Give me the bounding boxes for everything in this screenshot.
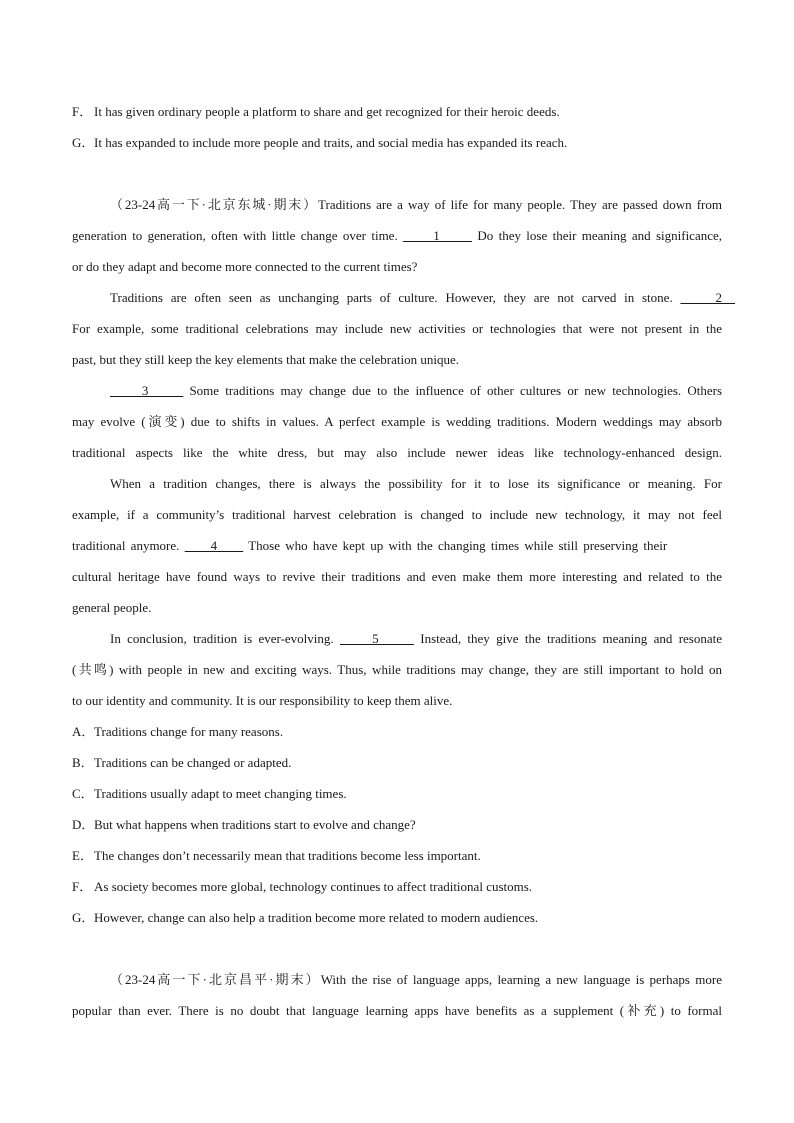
blank-3[interactable]: 3 bbox=[110, 383, 184, 398]
passage1-p2-line2: For example, some traditional celebrations may include new activities or technologies that were not present in the bbox=[72, 321, 722, 336]
passage1-p4-line5: general people. bbox=[72, 600, 152, 615]
passage2-line2: popular than ever. There is no doubt that language learning apps have benefits as a supplement (补充) to formal bbox=[72, 1003, 722, 1018]
passage1-p5-line1: In conclusion, tradition is ever-evolving. 5 Instead, they give the traditions meaning and resonate bbox=[110, 631, 723, 646]
blank-1[interactable]: 1 bbox=[403, 228, 473, 243]
passage1-p3-line2: may evolve (演变) due to shifts in values. A perfect example is wedding traditions. Modern weddings may absorb bbox=[72, 414, 722, 429]
passage1-source: （23-24高一下·北京东城·期末） bbox=[110, 197, 319, 212]
passage1-line3: or do they adapt and become more connected to the current times? bbox=[72, 259, 418, 274]
passage1-p4-line3: traditional anymore. 4 Those who have kept up with the changing times while still preserving their bbox=[72, 538, 668, 553]
passage1-p4-line2: example, if a community’s traditional harvest celebration is changed to include new technology, it may not feel bbox=[72, 507, 722, 522]
option-f-prev: F． It has given ordinary people a platform to share and get recognized for their heroic deeds. bbox=[72, 104, 560, 119]
blank-5[interactable]: 5 bbox=[340, 631, 414, 646]
passage1-p3-line1: 3 Some traditions may change due to the influence of other cultures or new technologies. Others bbox=[110, 383, 722, 398]
option-g: G．However, change can also help a tradition become more related to modern audiences. bbox=[72, 910, 539, 925]
passage1-p4-line4: cultural heritage have found ways to revive their traditions and even make them more interesting and related to the bbox=[72, 569, 722, 584]
blank-4[interactable]: 4 bbox=[184, 538, 244, 553]
passage1-p4-line1: When a tradition changes, there is always the possibility for it to lose its significance or meaning. For bbox=[110, 476, 722, 491]
option-g-prev: G．It has expanded to include more people and traits, and social media has expanded its reach. bbox=[72, 135, 568, 150]
option-f: F． As society becomes more global, technology continues to affect traditional customs. bbox=[72, 879, 533, 894]
passage1-p2-line1: Traditions are often seen as unchanging parts of culture. However, they are not carved in stone. 2 bbox=[110, 290, 735, 305]
passage2-line1: （23-24高一下·北京昌平·期末）With the rise of language apps, learning a new language is perhaps more bbox=[110, 972, 722, 987]
option-c: C．Traditions usually adapt to meet changing times. bbox=[72, 786, 347, 801]
passage1-line2: generation to generation, often with little change over time. 1 Do they lose their meaning and significance, bbox=[72, 228, 723, 243]
passage1-p5-line3: to our identity and community. It is our responsibility to keep them alive. bbox=[72, 693, 453, 708]
passage1-p2-line3: past, but they still keep the key elements that make the celebration unique. bbox=[72, 352, 459, 367]
option-b: B．Traditions can be changed or adapted. bbox=[72, 755, 292, 770]
passage1-p5-line2: (共鸣) with people in new and exciting ways. Thus, while traditions may change, they are still important to hold on bbox=[72, 662, 722, 677]
document-page bbox=[72, 96, 735, 1026]
passage2-source: （23-24高一下·北京昌平·期末） bbox=[110, 972, 321, 987]
option-a: A．Traditions change for many reasons. bbox=[72, 724, 284, 739]
option-d: D．But what happens when traditions start to evolve and change? bbox=[72, 817, 416, 832]
blank-2[interactable]: 2 bbox=[680, 290, 735, 305]
passage1-line1: （23-24高一下·北京东城·期末）Traditions are a way of life for many people. They are passed down from bbox=[110, 197, 722, 212]
option-e: E．The changes don’t necessarily mean that traditions become less important. bbox=[72, 848, 481, 863]
passage1-p3-line3: traditional aspects like the white dress, but may also include newer ideas like technology-enhanced design. bbox=[72, 445, 722, 460]
